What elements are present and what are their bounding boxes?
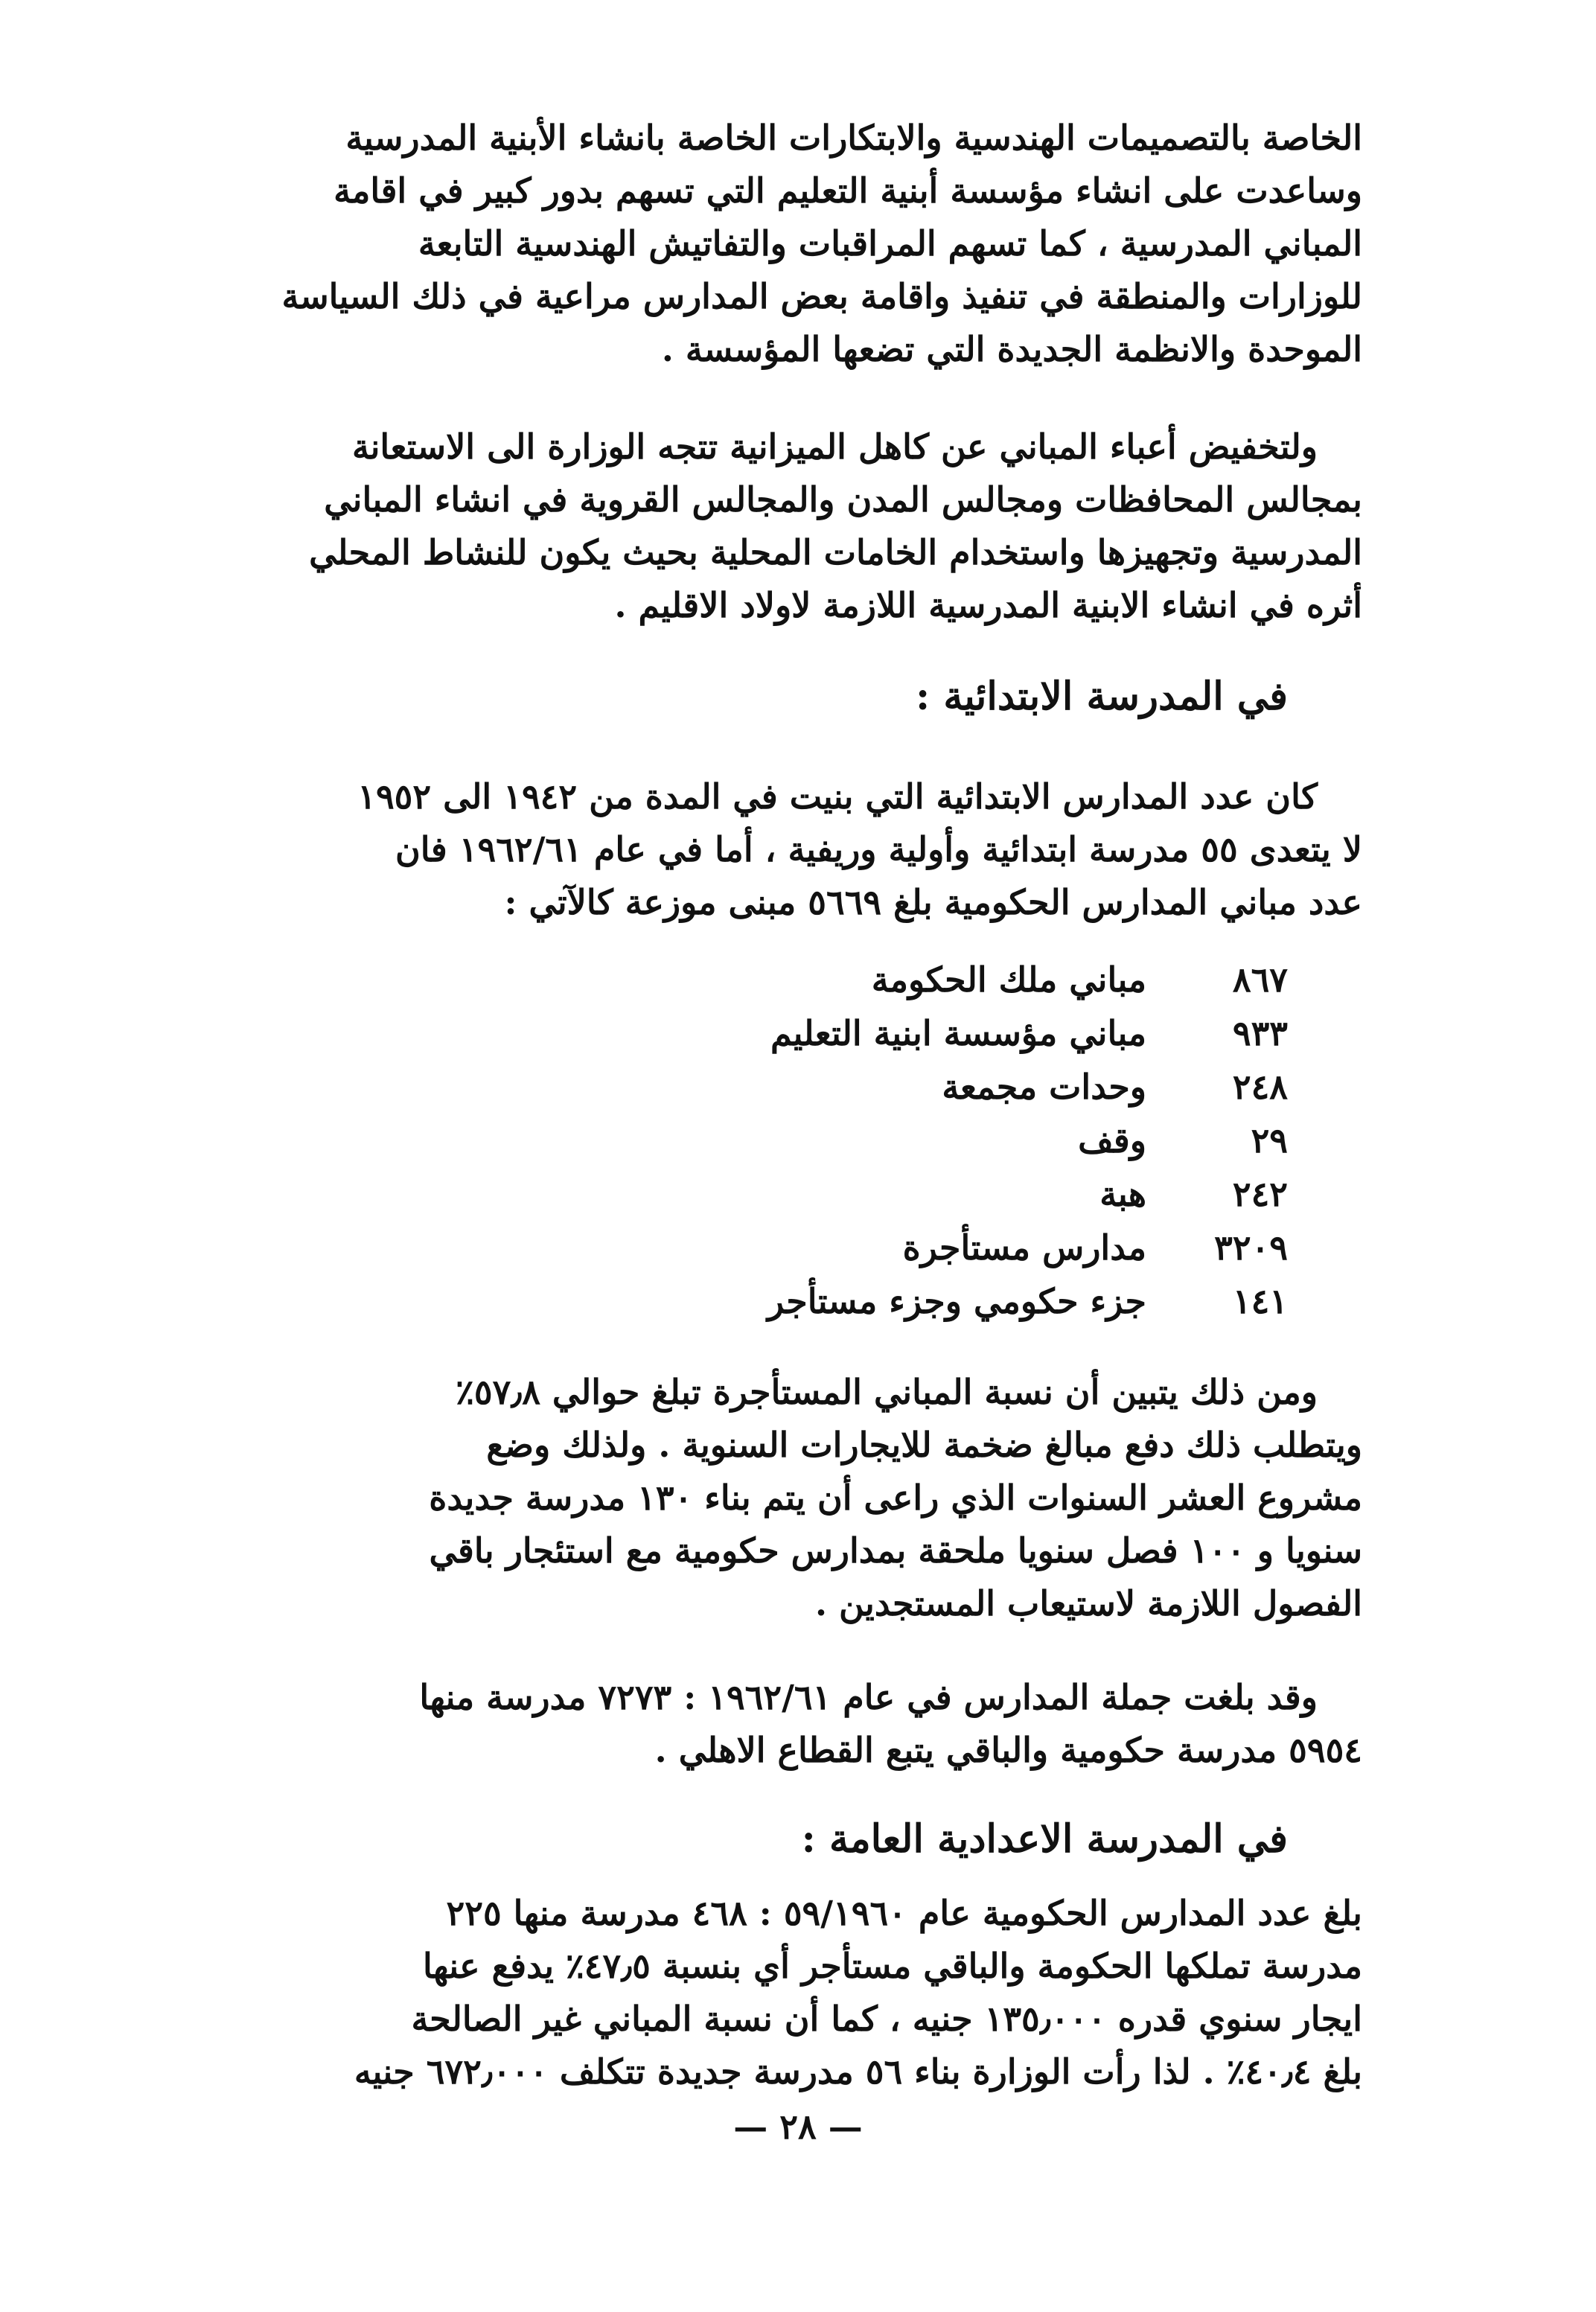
paragraph-line: المباني المدرسية ، كما تسهم المراقبات والتفاتيش الهندسية التابعة	[418, 223, 1362, 264]
paragraph-line: وقد بلغت جملة المدارس في عام ١٩٦٢/٦١ : ٧٢٧٣ مدرسة منها	[419, 1677, 1318, 1717]
paragraph-line: المدرسية وتجهيزها واستخدام الخامات المحلية بحيث يكون للنشاط المحلي	[309, 532, 1362, 572]
list-item	[670, 1006, 1288, 1060]
paragraph-line: بلغ عدد المدارس الحكومية عام ٥٩/١٩٦٠ : ٤٦٨ مدرسة منها ٢٢٥	[446, 1893, 1362, 1933]
paragraph-3	[223, 770, 1362, 929]
paragraph-line: ويتطلب ذلك دفع مبالغ ضخمة للايجارات السنوية . ولذلك وضع	[486, 1425, 1362, 1465]
paragraph-line: بلغ ٤٠٫٤٪ . لذا رأت الوزارة بناء ٥٦ مدرسة جديدة تتكلف ٦٧٢٫٠٠٠ جنيه	[354, 2051, 1362, 2092]
paragraph-line: سنويا و ١٠٠ فصل سنويا ملحقة بمدارس حكومية مع استئجار باقي	[429, 1530, 1362, 1571]
buildings-list	[670, 953, 1288, 1328]
paragraph-line: أثره في انشاء الابنية المدرسية اللازمة لاولاد الاقليم .	[614, 585, 1362, 625]
list-item-label: هبة	[1099, 1174, 1146, 1214]
paragraph-line: الخاصة بالتصميمات الهندسية والابتكارات الخاصة بانشاء الأبنية المدرسية	[345, 118, 1362, 158]
list-item-count: ٨٦٧	[1232, 959, 1288, 1000]
paragraph-2	[223, 421, 1362, 632]
list-item	[670, 1274, 1288, 1328]
list-item	[670, 1060, 1288, 1114]
paragraph-line: وساعدت على انشاء مؤسسة أبنية التعليم التي تسهم بدور كبير في اقامة	[333, 170, 1362, 211]
list-item-label: جزء حكومي وجزء مستأجر	[767, 1281, 1146, 1321]
paragraph-line: ٥٩٥٤ مدرسة حكومية والباقي يتبع القطاع الاهلي .	[654, 1730, 1362, 1770]
page-number: — ٢٨ —	[733, 2107, 863, 2147]
list-item-count: ٢٩	[1251, 1120, 1288, 1160]
list-item-count: ٩٣٣	[1232, 1013, 1288, 1053]
paragraph-line: ولتخفيض أعباء المباني عن كاهل الميزانية تتجه الوزارة الى الاستعانة	[351, 427, 1318, 467]
list-item	[670, 1114, 1288, 1167]
list-item	[670, 1167, 1288, 1221]
paragraph-line: ايجار سنوي قدره ١٣٥٫٠٠٠ جنيه ، كما أن نسبة المباني غير الصالحة	[411, 1999, 1362, 2039]
list-item-label: مباني مؤسسة ابنية التعليم	[770, 1013, 1146, 1053]
paragraph-4	[223, 1366, 1362, 1630]
paragraph-line: عدد مباني المدارس الحكومية بلغ ٥٦٦٩ مبنى موزعة كالآتي :	[504, 882, 1362, 922]
paragraph-line: بمجالس المحافظات ومجالس المدن والمجالس القروية في انشاء المباني	[324, 479, 1362, 520]
paragraph-line: مشروع العشر السنوات الذي راعى أن يتم بناء ١٣٠ مدرسة جديدة	[429, 1478, 1362, 1518]
paragraph-line: ومن ذلك يتبين أن نسبة المباني المستأجرة تبلغ حوالي ٥٧٫٨٪	[456, 1372, 1318, 1412]
list-item-label: مدارس مستأجرة	[902, 1227, 1146, 1268]
paragraph-line: للوزارات والمنطقة في تنفيذ واقامة بعض المدارس مراعية في ذلك السياسة	[281, 276, 1362, 316]
list-item-count: ٣٢٠٩	[1214, 1227, 1288, 1268]
list-item-label: مباني ملك الحكومة	[871, 959, 1146, 1000]
section-heading-preparatory: في المدرسة الاعدادية العامة :	[801, 1816, 1288, 1862]
list-item-count: ٢٤٨	[1232, 1067, 1288, 1107]
paragraph-line: الفصول اللازمة لاستيعاب المستجدين .	[815, 1583, 1362, 1623]
paragraph-line: لا يتعدى ٥٥ مدرسة ابتدائية وأولية وريفية ، أما في عام ١٩٦٢/٦١ فان	[395, 829, 1362, 869]
list-item-count: ٢٤٢	[1232, 1174, 1288, 1214]
paragraph-6	[223, 1887, 1362, 2098]
paragraph-line: كان عدد المدارس الابتدائية التي بنيت في المدة من ١٩٤٢ الى ١٩٥٢	[357, 776, 1318, 817]
paragraph-line: مدرسة تملكها الحكومة والباقي مستأجر أي بنسبة ٤٧٫٥٪ يدفع عنها	[423, 1946, 1362, 1986]
list-item-label: وحدات مجمعة	[942, 1067, 1146, 1107]
section-heading-primary: في المدرسة الابتدائية :	[916, 674, 1288, 719]
paragraph-line: الموحدة والانظمة الجديدة التي تضعها المؤسسة .	[661, 329, 1362, 369]
paragraph-1	[223, 112, 1362, 376]
list-item-label: وقف	[1078, 1120, 1146, 1160]
list-item	[670, 953, 1288, 1006]
list-item	[670, 1221, 1288, 1274]
paragraph-5	[223, 1671, 1362, 1777]
list-item-count: ١٤١	[1232, 1281, 1288, 1321]
